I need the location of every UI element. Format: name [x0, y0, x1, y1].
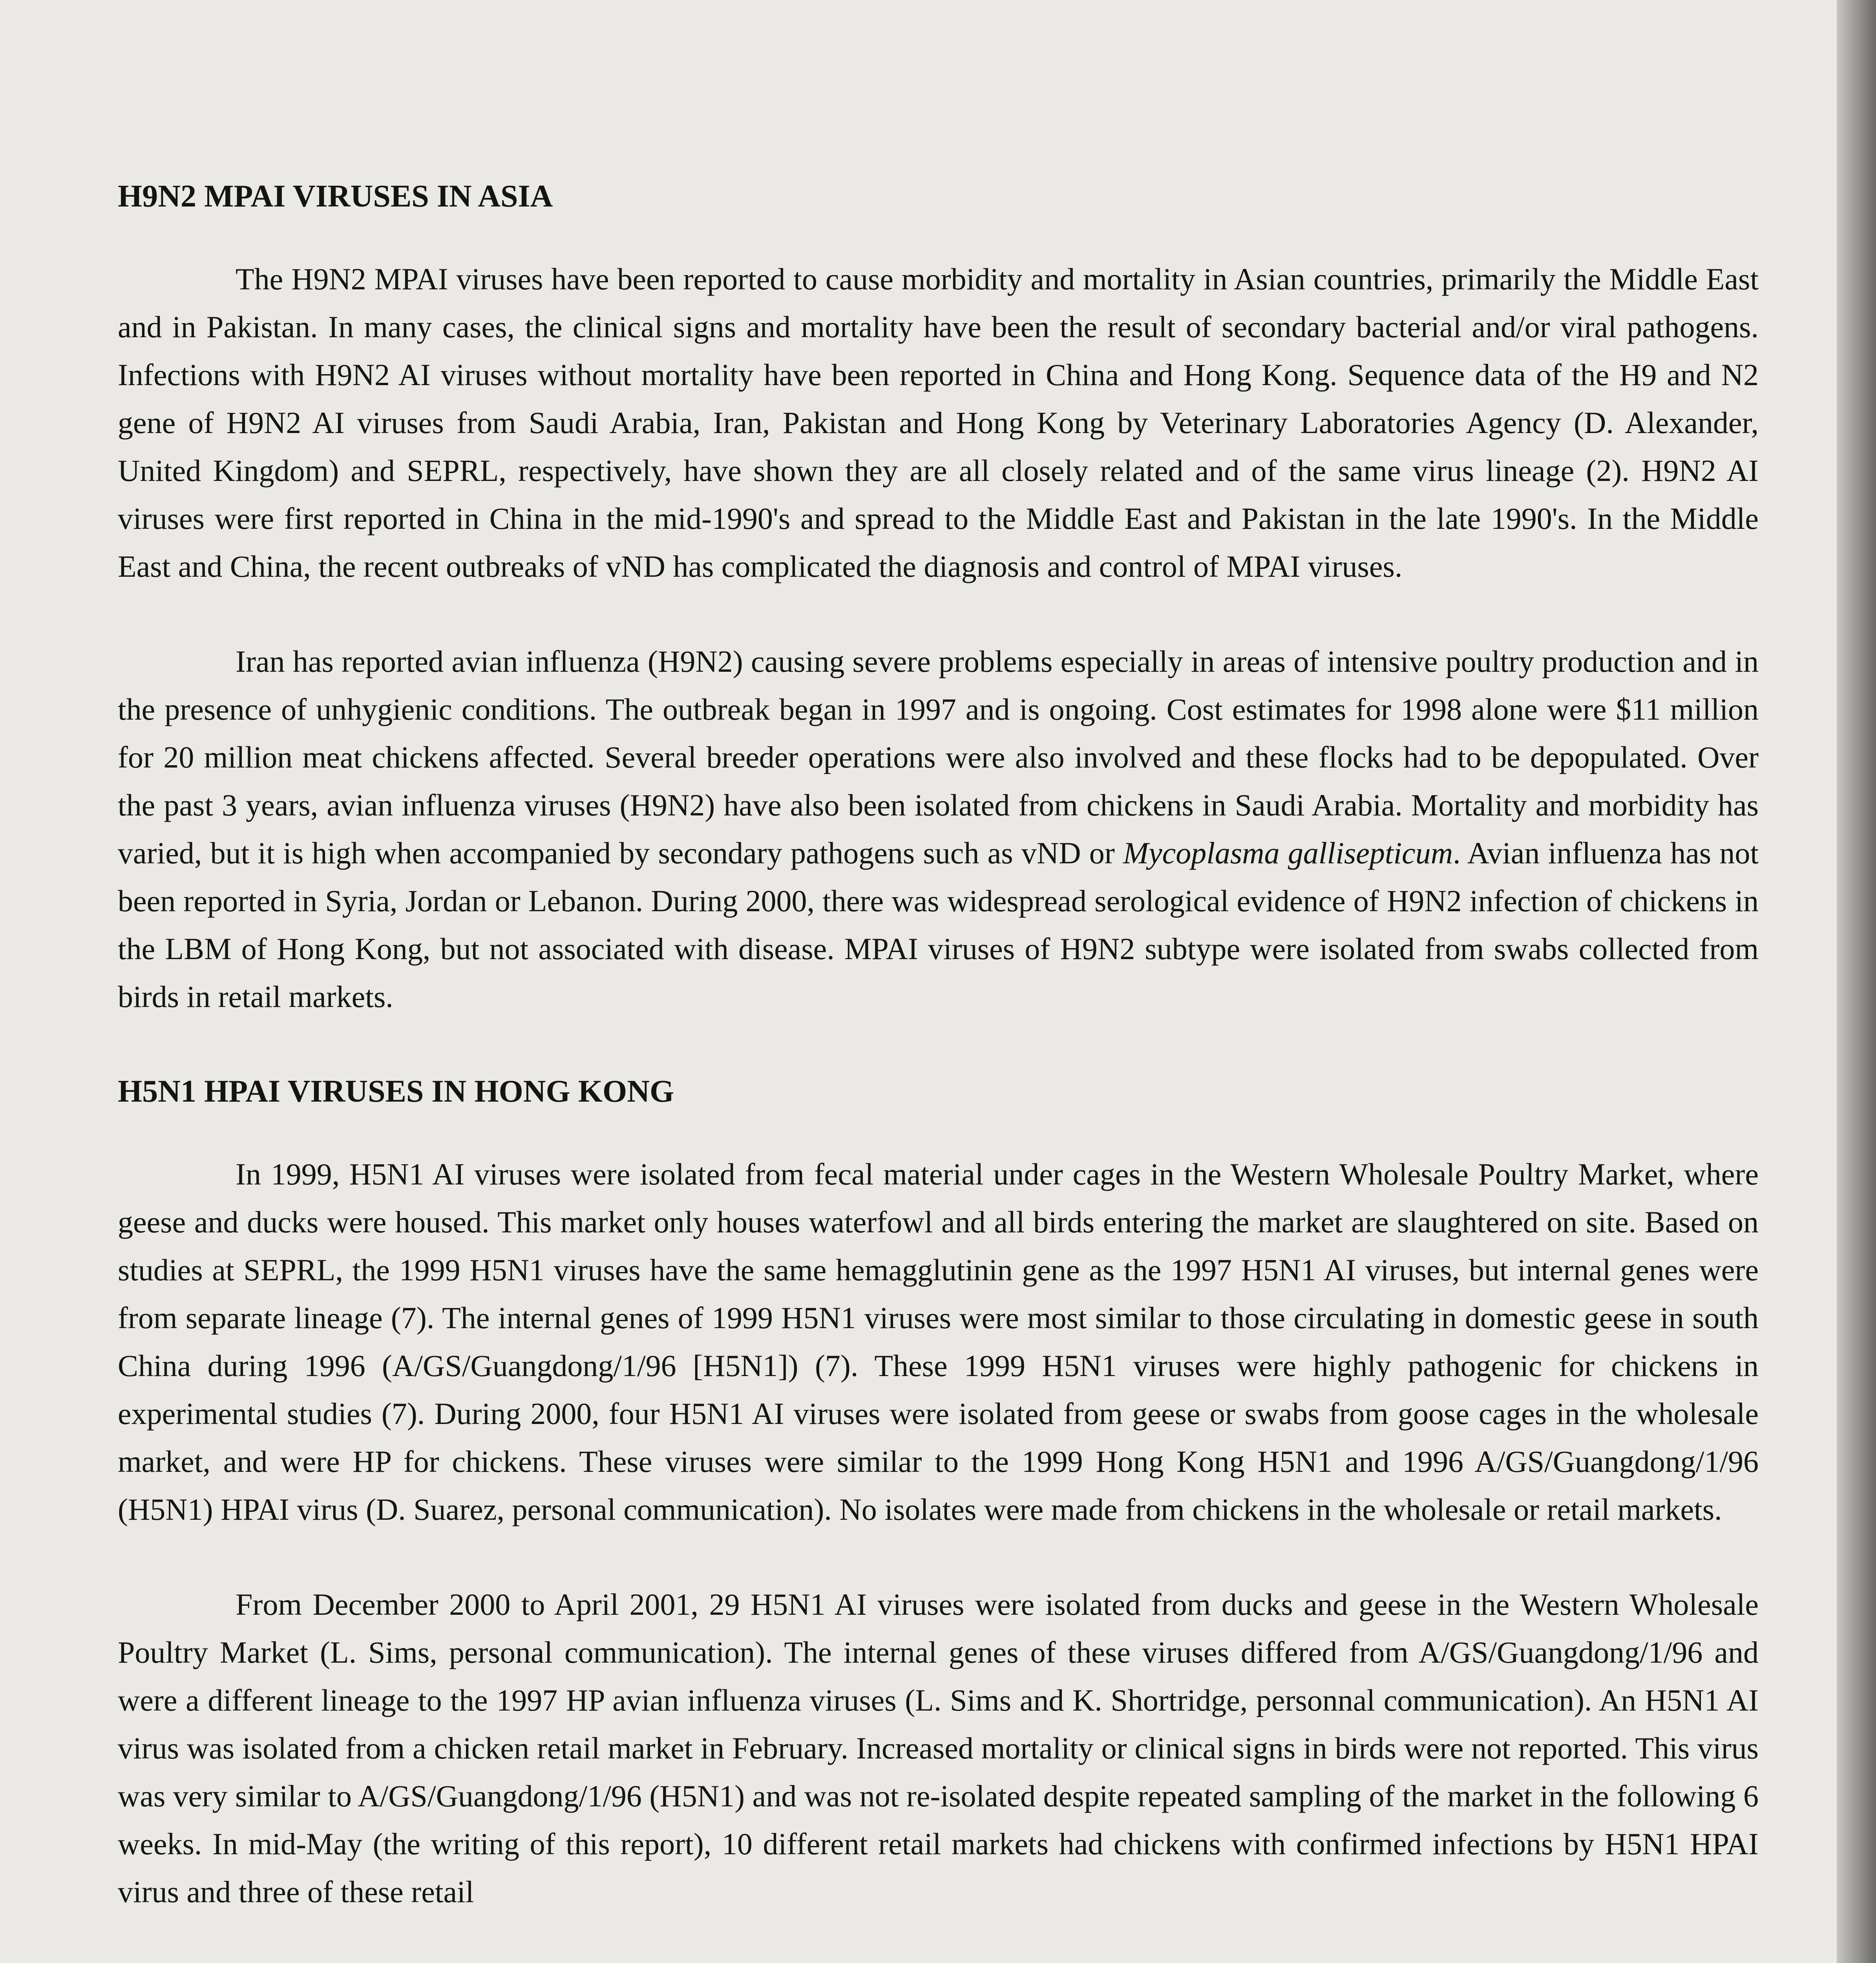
pathogen-name-italic: Mycoplasma gallisepticum — [1123, 836, 1453, 870]
paragraph-h9n2-overview: The H9N2 MPAI viruses have been reported to cause morbidity and mortality in Asian countries, primarily the Middle East and in Pakistan. In many cases, the clinical signs and mortality have been the result of secondary bacterial and/or viral pathogens. Infections with H9N2 AI viruses without mortality have been reported in China and Hong Kong. Sequence data of the H9 and N2 gene of H9N2 AI viruses from Saudi Arabia, Iran, Pakistan and Hong Kong by Veterinary Laboratories Agency (D. Alexander, United Kingdom) and SEPRL, respectively, have shown they are all closely related and of the same virus lineage (2). H9N2 AI viruses were first reported in China in the mid-1990's and spread to the Middle East and Pakistan in the late 1990's. In the Middle East and China, the recent outbreaks of vND has complicated the diagnosis and control of MPAI viruses. — [118, 262, 1759, 583]
page-edge-shadow — [1837, 0, 1876, 1963]
document-body — [118, 173, 1759, 1963]
section-heading-h9n2: H9N2 MPAI VIRUSES IN ASIA — [118, 179, 553, 214]
paragraph-text: . Avian influenza has not been reported in Syria, Jordan or Lebanon. During 2000, there was widespread serological evidence of H9N2 infection of chickens in the LBM of Hong Kong, but not associated with disease. MPAI viruses of H9N2 subtype were isolated from swabs collected from birds in retail markets. — [118, 836, 1759, 1014]
paragraph-text: Iran has reported avian influenza (H9N2) causing severe problems especially in areas of intensive poultry production and in the presence of unhygienic conditions. The outbreak began in 1997 and is ongoing. Cost estimates for 1998 alone were $11 million for 20 million meat chickens affected. Several breeder operations were also involved and these flocks had to be depopulated. Over the past 3 years, avian influenza viruses (H9N2) have also been isolated from chickens in Saudi Arabia. Mortality and morbidity has varied, but it is high when accompanied by secondary pathogens such as vND or — [118, 644, 1759, 870]
paragraph-h5n1-1999: In 1999, H5N1 AI viruses were isolated from fecal material under cages in the Western Wholesale Poultry Market, where geese and ducks were housed. This market only houses waterfowl and all birds entering the market are slaughtered on site. Based on studies at SEPRL, the 1999 H5N1 viruses have the same hemagglutinin gene as the 1997 H5N1 AI viruses, but internal genes were from separate lineage (7). The internal genes of 1999 H5N1 viruses were most similar to those circulating in domestic geese in south China during 1996 (A/GS/Guangdong/1/96 [H5N1]) (7). These 1999 H5N1 viruses were highly pathogenic for chickens in experimental studies (7). During 2000, four H5N1 AI viruses were isolated from geese or swabs from goose cages in the wholesale market, and were HP for chickens. These viruses were similar to the 1999 Hong Kong H5N1 and 1996 A/GS/Guangdong/1/96 (H5N1) HPAI virus (D. Suarez, personal communication). No isolates were made from chickens in the wholesale or retail markets. — [118, 1157, 1759, 1526]
paragraph-h5n1-2000-2001: From December 2000 to April 2001, 29 H5N1 AI viruses were isolated from ducks and geese in the Western Wholesale Poultry Market (L. Sims, personal communication). The internal genes of these viruses differed from A/GS/Guangdong/1/96 and were a different lineage to the 1997 HP avian influenza viruses (L. Sims and K. Shortridge, personnal communication). An H5N1 AI virus was isolated from a chicken retail market in February. Increased mortality or clinical signs in birds were not reported. This virus was very similar to A/GS/Guangdong/1/96 (H5N1) and was not re-isolated despite repeated sampling of the market in the following 6 weeks. In mid-May (the writing of this report), 10 different retail markets had chickens with confirmed infections by H5N1 HPAI virus and three of these retail — [118, 1587, 1759, 1909]
paragraph-iran-outbreak — [118, 638, 1759, 1021]
section-heading-h5n1: H5N1 HPAI VIRUSES IN HONG KONG — [118, 1074, 674, 1109]
